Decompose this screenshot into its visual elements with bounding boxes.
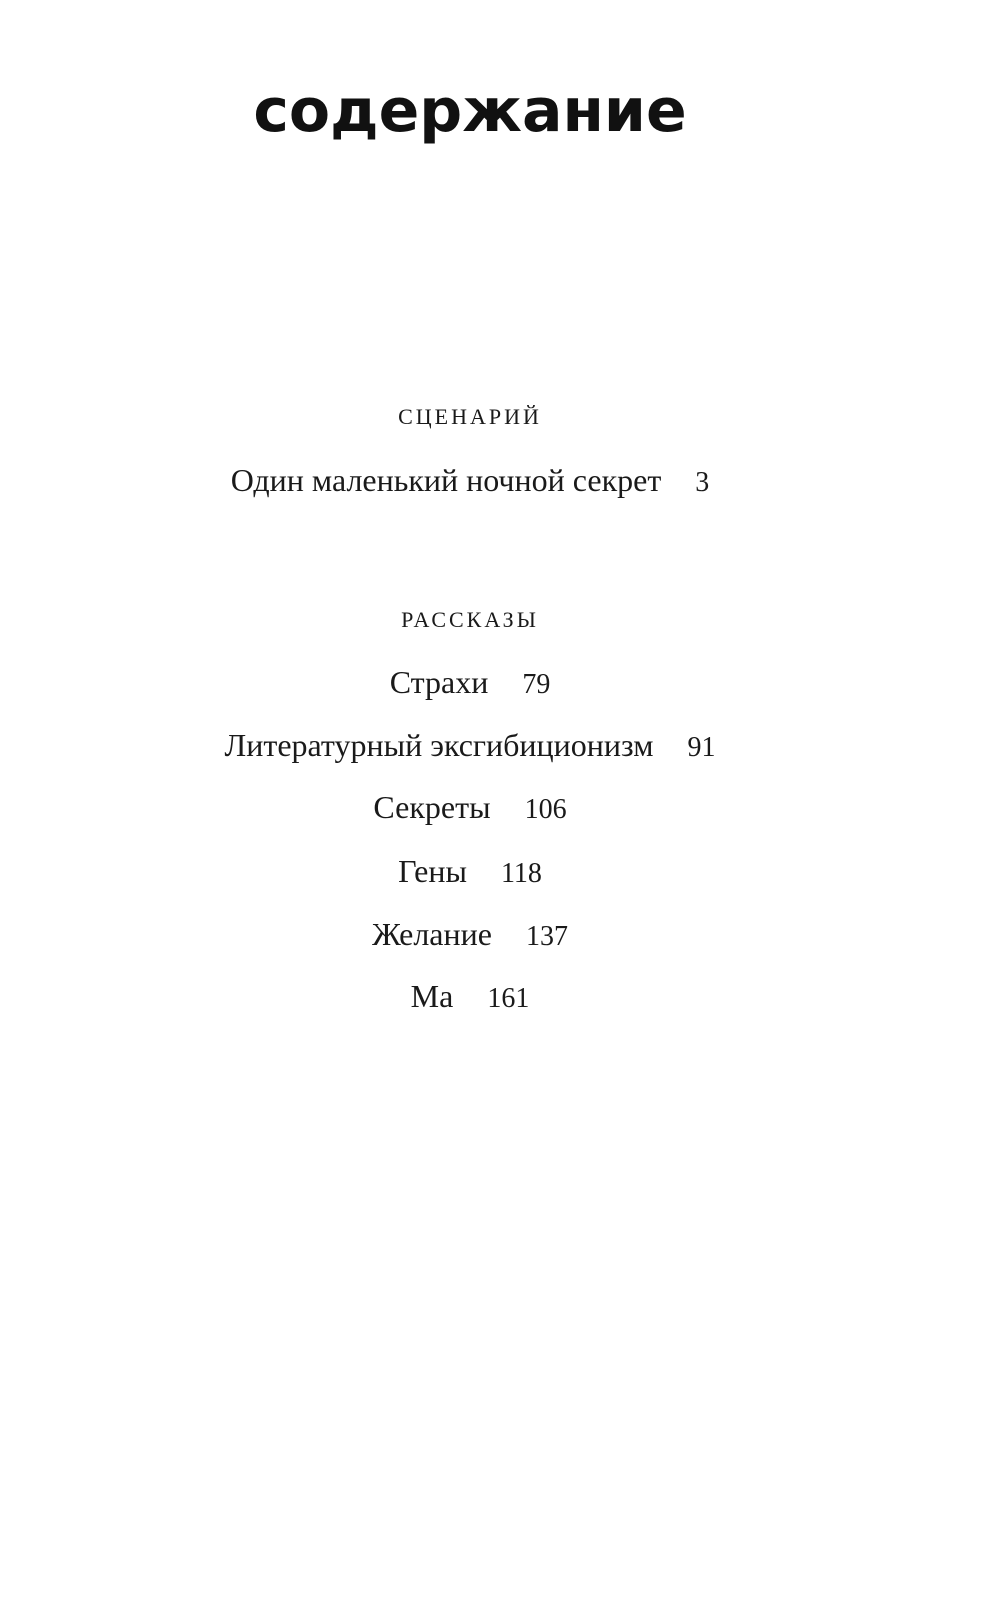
toc-entry-page: 79 xyxy=(522,669,551,700)
toc-entry-title: Желание xyxy=(372,916,492,952)
toc-entry-page: 118 xyxy=(500,858,542,889)
toc-entry-page: 91 xyxy=(687,732,716,763)
section-heading-scenario: СЦЕНАРИЙ xyxy=(398,404,542,429)
toc-entry-page: 3 xyxy=(695,467,710,498)
toc-entry-page: 161 xyxy=(487,983,530,1014)
toc-entry-title: Один маленький ночной секрет xyxy=(230,462,662,498)
toc-entry xyxy=(0,978,940,1015)
toc-entry-page: 106 xyxy=(524,794,567,825)
toc-entry xyxy=(0,462,940,499)
toc-entry xyxy=(0,789,940,826)
toc-entry-title: Секреты xyxy=(373,789,491,825)
toc-entry xyxy=(0,916,940,953)
toc-entry xyxy=(0,853,940,890)
toc-entry xyxy=(0,727,940,764)
toc-entry-page: 137 xyxy=(525,921,568,952)
toc-entry-title: Гены xyxy=(398,853,467,889)
toc-entry-title: Ма xyxy=(410,978,454,1014)
section-heading-stories: РАССКАЗЫ xyxy=(401,607,539,632)
toc-entry-title: Литературный эксгибиционизм xyxy=(224,727,654,763)
toc-entry xyxy=(0,664,940,701)
page-title: содержание xyxy=(253,76,687,146)
toc-entry-title: Страхи xyxy=(389,664,489,700)
